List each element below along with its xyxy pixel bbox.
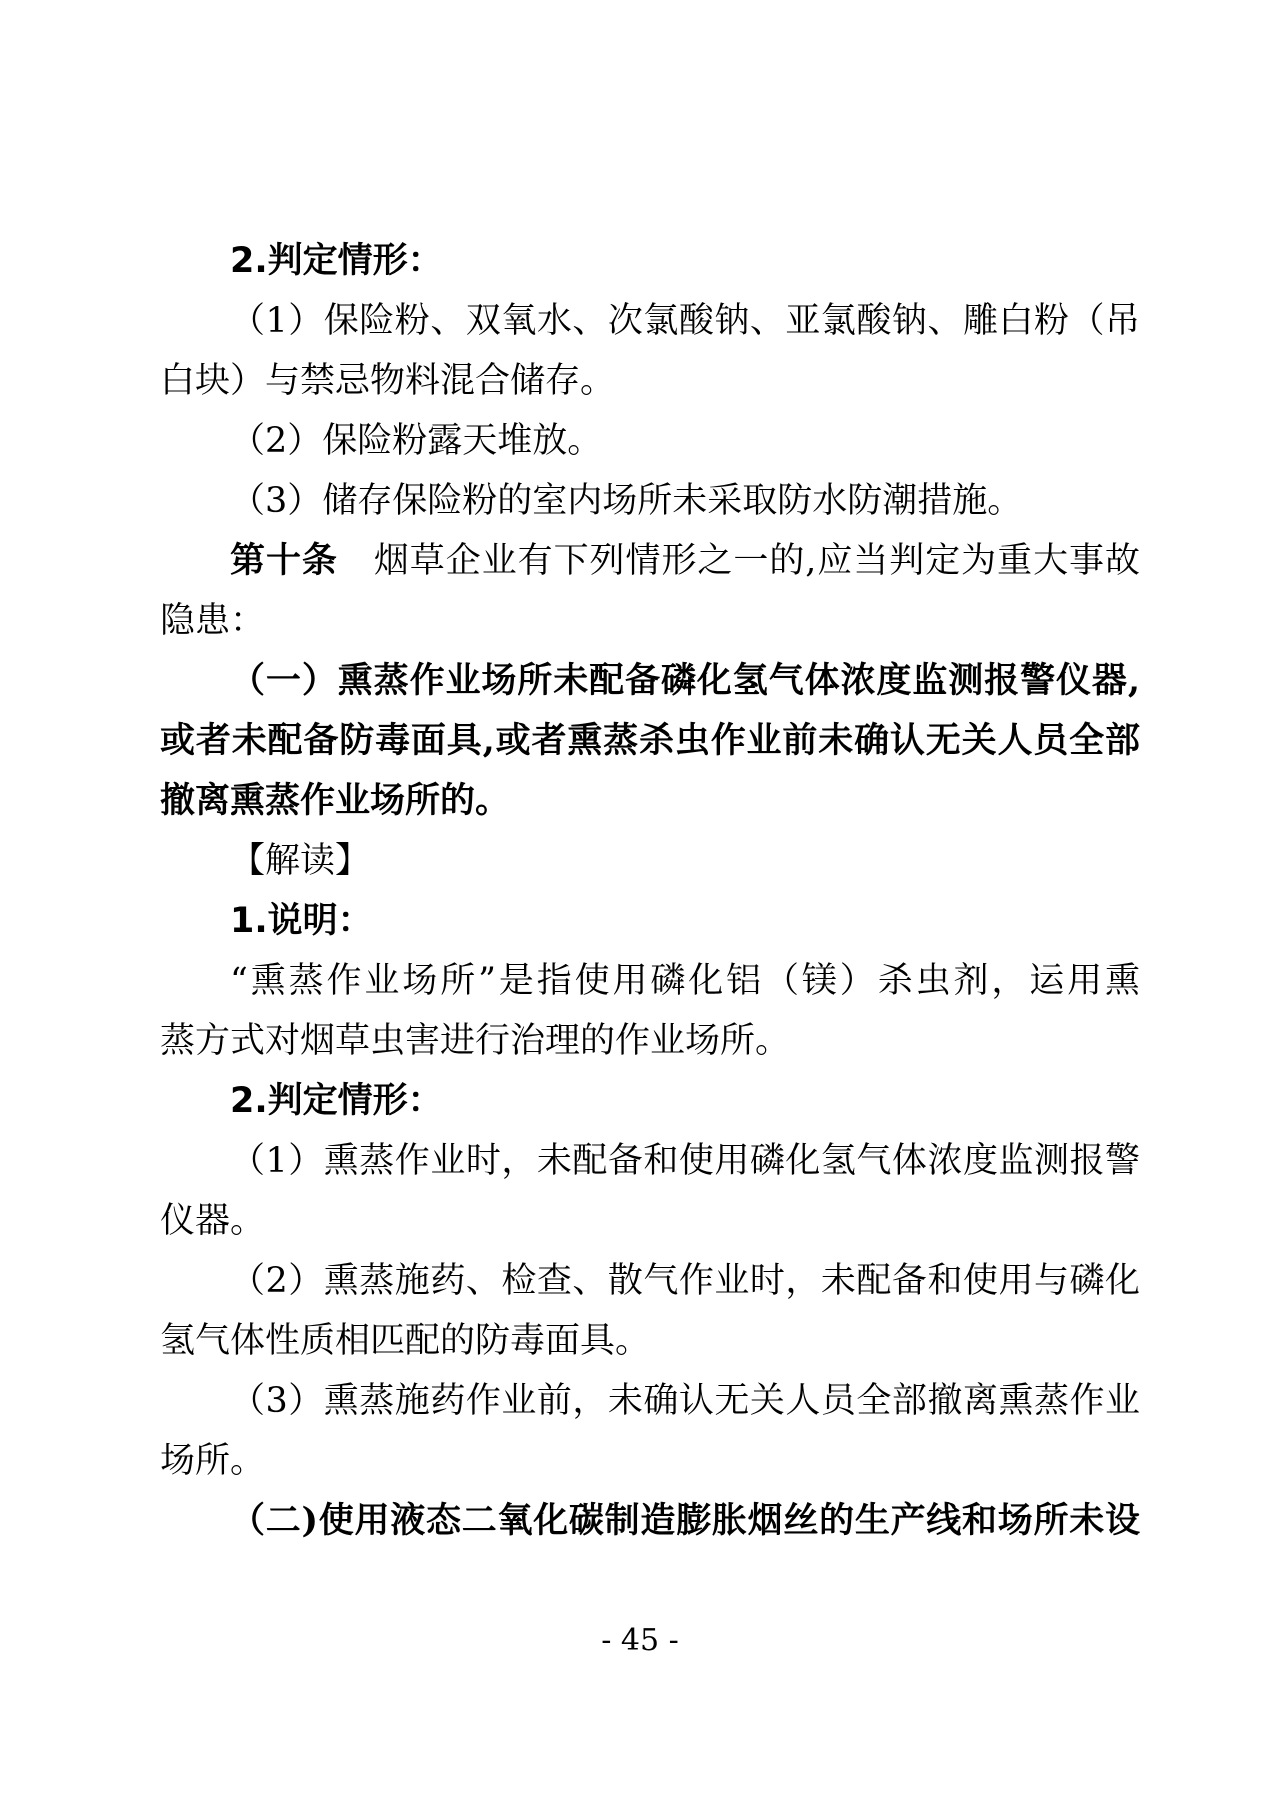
text-line-11: 【解读】 (230, 841, 371, 881)
text-line-2: （1）保险粉、双氧水、次氯酸钠、亚氯酸钠、雕白粉（吊 (230, 301, 1140, 341)
text-line-1: 2.判定情形： (230, 241, 443, 281)
text-line-8: （一）熏蒸作业场所未配备磷化氢气体浓度监测报警仪器, (230, 660, 1140, 701)
text-line-10: 撤离熏蒸作业场所的。 (160, 780, 511, 821)
text-line-14: 蒸方式对烟草虫害进行治理的作业场所。 (160, 1021, 791, 1061)
document-body (160, 231, 1140, 1551)
text-line-9: 或者未配备防毒面具,或者熏蒸杀虫作业前未确认无关人员全部 (160, 720, 1140, 761)
text-line-19: 氢气体性质相匹配的防毒面具。 (160, 1321, 651, 1361)
text-line-21: 场所。 (160, 1441, 266, 1481)
text-line-13: “熏蒸作业场所”是指使用磷化铝（镁）杀虫剂，运用熏 (230, 961, 1140, 1001)
text-line-17: 仪器。 (160, 1201, 266, 1241)
text-line-6 (160, 531, 1140, 591)
text-line-16: （1）熏蒸作业时，未配备和使用磷化氢气体浓度监测报警 (230, 1141, 1140, 1181)
text-line-7: 隐患： (160, 601, 266, 641)
text-line-6-part-2: 烟草企业有下列情形之一的,应当判定为重大事故 (337, 541, 1140, 581)
text-line-5: （3）储存保险粉的室内场所未采取防水防潮措施。 (230, 481, 1023, 521)
text-line-18: （2）熏蒸施药、检查、散气作业时，未配备和使用与磷化 (230, 1261, 1140, 1301)
text-line-4: （2）保险粉露天堆放。 (230, 421, 603, 461)
page-number: - 45 - (601, 1623, 679, 1658)
text-line-12: 1.说明： (230, 901, 373, 941)
text-line-15: 2.判定情形： (230, 1081, 443, 1121)
text-line-6-part-1: 第十条 (230, 541, 338, 581)
text-line-20: （3）熏蒸施药作业前，未确认无关人员全部撤离熏蒸作业 (230, 1381, 1140, 1421)
text-line-22: （二)使用液态二氧化碳制造膨胀烟丝的生产线和场所未设 (230, 1500, 1140, 1541)
text-line-3: 白块）与禁忌物料混合储存。 (160, 361, 616, 401)
